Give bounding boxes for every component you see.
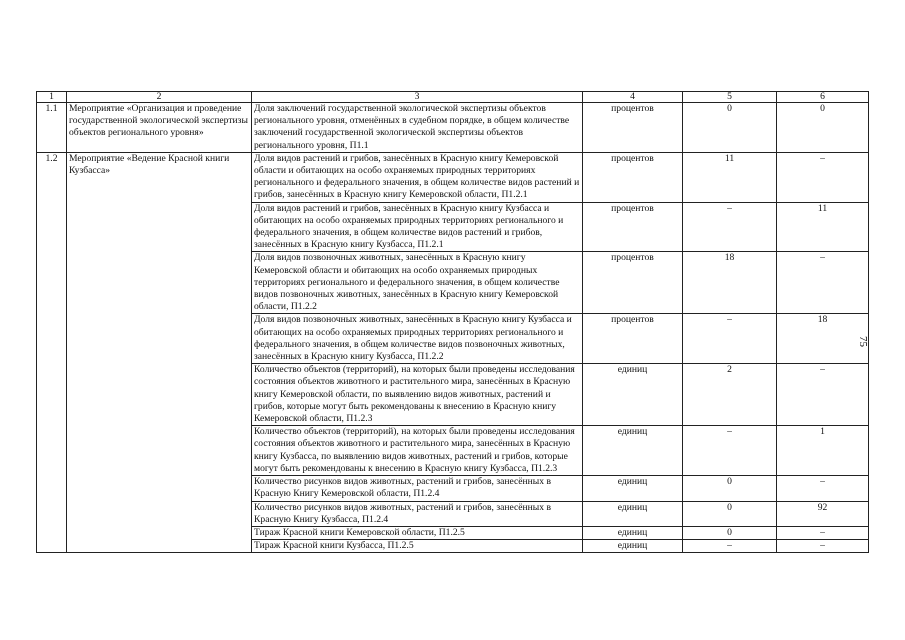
indicator-text: Количество объектов (территорий), на которых были проведены исследования состояния объектов животного и растительного мира, занесённых в Красную книгу Кемеровской области, по выявлению видов животных, растений и грибов, которые могут быть рекомендованы к внесению в Красную книгу Кемеровской области, П1.2.3 <box>252 364 583 426</box>
value-col6: – <box>777 364 869 426</box>
unit-cell: процентов <box>583 103 683 153</box>
page-number: 75 <box>857 336 869 347</box>
section-number: 1.1 <box>37 103 67 153</box>
value-col5: – <box>683 426 777 476</box>
unit-cell: единиц <box>583 501 683 526</box>
indicator-text: Тираж Красной книги Кемеровской области, П1.2.5 <box>252 526 583 539</box>
value-col6: 1 <box>777 426 869 476</box>
unit-cell: процентов <box>583 202 683 252</box>
value-col5: 18 <box>683 252 777 314</box>
value-col6: – <box>777 476 869 501</box>
value-col6: 0 <box>777 103 869 153</box>
activity-name: Мероприятие «Организация и проведение государственной экологической экспертизы объектов регионального уровня» <box>67 103 252 153</box>
header-cell-5: 5 <box>683 92 777 103</box>
value-col6: – <box>777 152 869 202</box>
value-col5: – <box>683 314 777 364</box>
unit-cell: единиц <box>583 476 683 501</box>
value-col5: – <box>683 540 777 553</box>
section-number: 1.2 <box>37 152 67 553</box>
unit-cell: единиц <box>583 426 683 476</box>
value-col5: 0 <box>683 501 777 526</box>
value-col6: 92 <box>777 501 869 526</box>
table-row <box>37 103 869 153</box>
unit-cell: единиц <box>583 364 683 426</box>
header-row <box>37 92 869 103</box>
value-col5: 11 <box>683 152 777 202</box>
header-cell-4: 4 <box>583 92 683 103</box>
value-col5: 0 <box>683 103 777 153</box>
indicator-text: Доля видов растений и грибов, занесённых в Красную книгу Кемеровской области и обитающих на особо охраняемых природных территориях регионального и федерального значения, в общем количестве видов растений и грибов, занесённых в Красную книгу Кемеровской области, П1.2.1 <box>252 152 583 202</box>
indicators-table <box>36 91 869 553</box>
table-row <box>37 152 869 202</box>
indicator-text: Доля видов позвоночных животных, занесённых в Красную книгу Кузбасса и обитающих на особо охраняемых природных территориях регионального и федерального значения, в общем количестве видов позвоночных животных, занесённых в Красную книгу Кузбасса, П1.2.2 <box>252 314 583 364</box>
value-col5: – <box>683 202 777 252</box>
table-body <box>37 92 869 553</box>
header-cell-3: 3 <box>252 92 583 103</box>
value-col5: 0 <box>683 526 777 539</box>
header-cell-6: 6 <box>777 92 869 103</box>
value-col6: 18 <box>777 314 869 364</box>
unit-cell: процентов <box>583 152 683 202</box>
unit-cell: единиц <box>583 540 683 553</box>
value-col6: 11 <box>777 202 869 252</box>
value-col6: – <box>777 252 869 314</box>
value-col5: 2 <box>683 364 777 426</box>
indicator-text: Доля видов позвоночных животных, занесённых в Красную книгу Кемеровской области и обитающих на особо охраняемых природных территориях регионального и федерального значения, в общем количестве видов позвоночных животных, занесённых в Красную книгу Кемеровской области, П1.2.2 <box>252 252 583 314</box>
indicator-text: Количество рисунков видов животных, растений и грибов, занесённых в Красную Книгу Кемеровской области, П1.2.4 <box>252 476 583 501</box>
value-col5: 0 <box>683 476 777 501</box>
indicator-text: Количество рисунков видов животных, растений и грибов, занесённых в Красную Книгу Кузбасса, П1.2.4 <box>252 501 583 526</box>
header-cell-2: 2 <box>67 92 252 103</box>
indicator-text: Тираж Красной книги Кузбасса, П1.2.5 <box>252 540 583 553</box>
value-col6: – <box>777 526 869 539</box>
value-col6: – <box>777 540 869 553</box>
indicator-text: Количество объектов (территорий), на которых были проведены исследования состояния объектов животного и растительного мира, занесённых в Красную книгу Кузбасса, по выявлению видов животных, растений и грибов, которые могут быть рекомендованы к внесению в Красную книгу Кузбасса, П1.2.3 <box>252 426 583 476</box>
unit-cell: процентов <box>583 314 683 364</box>
header-cell-1: 1 <box>37 92 67 103</box>
indicator-text: Доля видов растений и грибов, занесённых в Красную книгу Кузбасса и обитающих на особо охраняемых природных территориях регионального и федерального значения, в общем количестве видов растений и грибов, занесённых в Красную книгу Кузбасса, П1.2.1 <box>252 202 583 252</box>
unit-cell: процентов <box>583 252 683 314</box>
activity-name: Мероприятие «Ведение Красной книги Кузбасса» <box>67 152 252 553</box>
unit-cell: единиц <box>583 526 683 539</box>
indicator-text: Доля заключений государственной экологической экспертизы объектов регионального уровня, отменённых в судебном порядке, в общем количестве заключений государственной экологической экспертизы объектов регионального уровня, П1.1 <box>252 103 583 153</box>
